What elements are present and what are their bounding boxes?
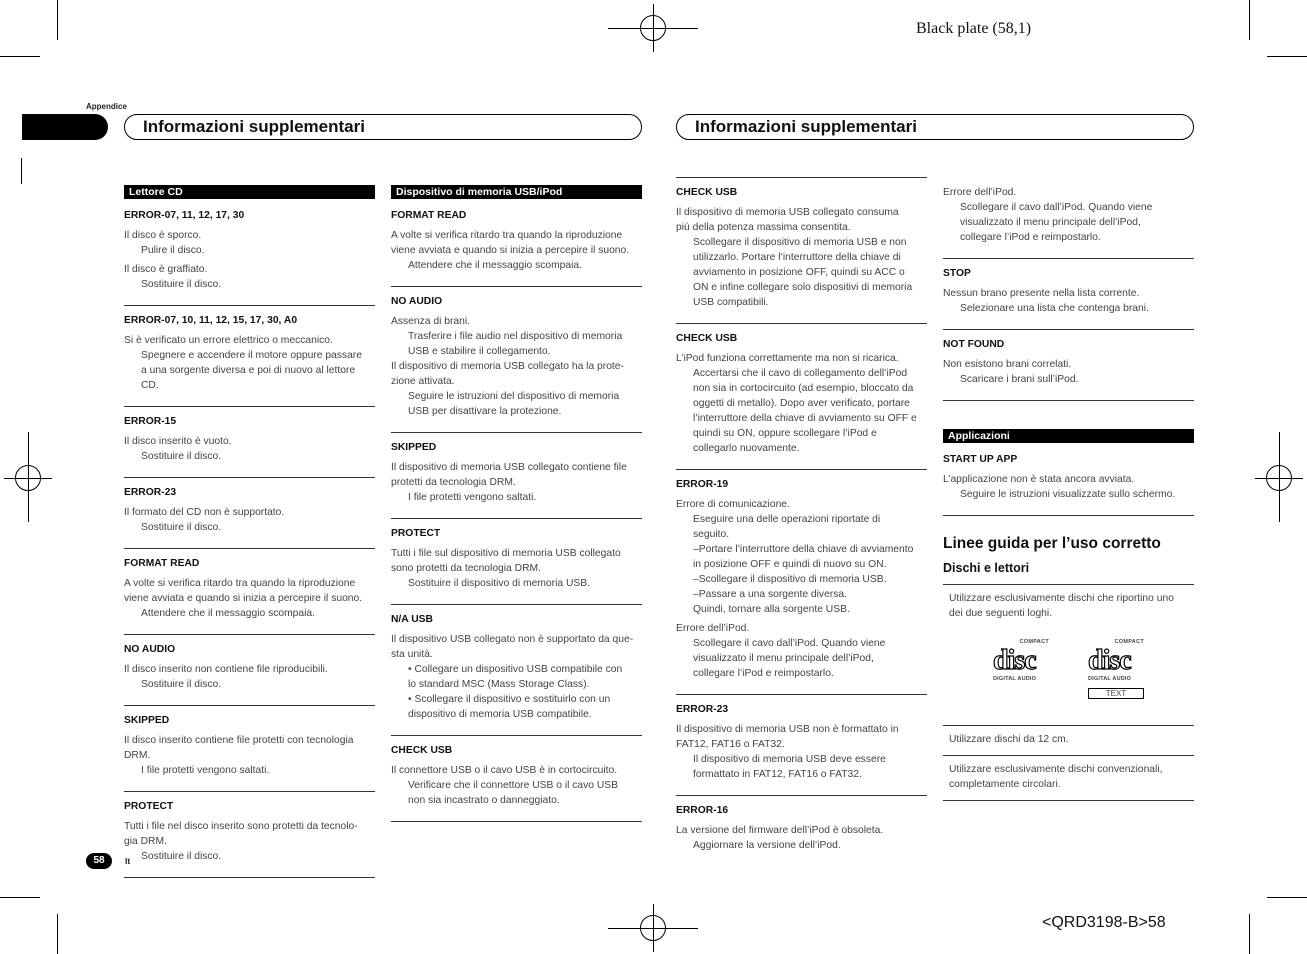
entry-text: Scaricare i brani sull’iPod. (960, 374, 1079, 385)
entry-text: Il disco inserito contiene file protetti con tecnologia (124, 735, 354, 746)
entry-text: Il disco inserito non contiene file riproducibili. (124, 664, 328, 675)
language-label: It (125, 856, 131, 866)
entry-text: collegarlo nuovamente. (693, 443, 800, 454)
entry-text: seguito. (693, 529, 730, 540)
error-entry (943, 183, 1194, 259)
error-entry (391, 736, 642, 822)
entry-text: l’interruttore della chiave di avviamento su OFF e (693, 413, 917, 424)
entry-text: Il dispositivo di memoria USB deve essere (693, 754, 886, 765)
entry-text: Il disco è sporco. (124, 230, 202, 241)
compact-disc-logo (993, 635, 1049, 687)
logo-text: DIGITAL AUDIO (1088, 676, 1132, 682)
entry-text: L’applicazione non è stata ancora avviata. (943, 474, 1135, 485)
entry-text: Aggiornare la versione dell’iPod. (693, 840, 841, 851)
crop-mark (1249, 914, 1250, 954)
registration-line (28, 432, 29, 522)
column-1 (124, 177, 375, 878)
error-entry (391, 605, 642, 736)
entry-text: Accertarsi che il cavo di collegamento dell’iPod (693, 368, 908, 379)
entry-text: DRM. (124, 750, 151, 761)
entry-text: formattato in FAT12, FAT16 o FAT32. (693, 769, 862, 780)
entry-title: CHECK USB (676, 187, 738, 198)
entry-text: Assenza di brani. (391, 316, 470, 327)
entry-text: protetti da tecnologia DRM. (391, 477, 516, 488)
error-entry (676, 470, 927, 695)
entry-text: Il disco è graffiato. (124, 264, 208, 275)
entry-text: Il formato del CD non è supportato. (124, 507, 285, 518)
crop-mark (1249, 0, 1250, 40)
entry-text: Si è verificato un errore elettrico o meccanico. (124, 335, 333, 346)
entry-text: Scollegare il dispositivo di memoria USB e non (693, 237, 907, 248)
entry-text: oggetti di metallo). Dopo aver verificato, portare (693, 398, 910, 409)
entry-text: Il connettore USB o il cavo USB è in cortocircuito. (391, 765, 618, 776)
entry-text: Errore di comunicazione. (676, 499, 790, 510)
error-entry (391, 206, 642, 287)
error-entry (391, 433, 642, 519)
compact-disc-text-logo (1088, 635, 1144, 699)
entry-title: NOT FOUND (943, 339, 1005, 350)
section-header-right: Informazioni supplementari (676, 114, 1194, 140)
entry-title: ERROR-15 (124, 416, 177, 427)
entry-text: Il disco inserito è vuoto. (124, 436, 232, 447)
sidebar-line (21, 158, 22, 184)
category-bar: Applicazioni (943, 429, 1194, 443)
crop-mark (0, 897, 40, 898)
entry-text: zione attivata. (391, 376, 455, 387)
entry-text: Tutti i file nel disco inserito sono protetti da tecnolo- (124, 821, 358, 832)
entry-text: Il dispositivo USB collegato non è supportato da que- (391, 634, 634, 645)
entry-text: Verificare che il connettore USB o il cavo USB (408, 780, 619, 791)
error-entry (943, 330, 1194, 401)
entry-title: PROTECT (124, 801, 174, 812)
entry-text: visualizzato il menu principale dell’iPod, (693, 653, 874, 664)
crop-mark (57, 914, 58, 954)
entry-text: FAT12, FAT16 o FAT32. (676, 739, 785, 750)
error-entry (676, 177, 927, 324)
entry-text: Eseguire una delle operazioni riportate di (693, 514, 881, 525)
entry-text: Sostituire il dispositivo di memoria USB. (408, 578, 590, 589)
entry-title: ERROR-07, 10, 11, 12, 15, 17, 30, A0 (124, 315, 298, 326)
entry-title: START UP APP (943, 454, 1018, 465)
entry-bullet: • Scollegare il dispositivo e sostituirlo con un (408, 694, 611, 705)
error-entry (124, 407, 375, 478)
entry-text: più della potenza massima consentita. (676, 222, 851, 233)
entry-text: in posizione OFF e quindi di nuovo su ON. (693, 559, 887, 570)
crop-mark (1267, 897, 1307, 898)
logo-text: TEXT (1088, 688, 1144, 699)
section-header-left: Informazioni supplementari (124, 114, 642, 140)
entry-text: Il dispositivo di memoria USB non è formattato in (676, 724, 899, 735)
entry-text: –Passare a una sorgente diversa. (693, 589, 847, 600)
note-text: Utilizzare esclusivamente dischi che riportino uno dei due seguenti loghi. (949, 593, 1174, 619)
error-entry (943, 259, 1194, 330)
logo-text: disc (993, 645, 1036, 676)
entry-text: L’iPod funziona correttamente ma non si ricarica. (676, 353, 899, 364)
logo-text: COMPACT (1019, 639, 1049, 645)
entry-text: Quindi, tornare alla sorgente USB. (693, 604, 850, 615)
entry-text: –Scollegare il dispositivo di memoria USB. (693, 574, 887, 585)
crop-mark (0, 56, 40, 57)
entry-text: ON e infine collegare solo dispositivi di memoria (693, 282, 913, 293)
entry-text: Selezionare una lista che contenga brani. (960, 303, 1149, 314)
entry-text: Pulire il disco. (141, 245, 205, 256)
column-3 (676, 177, 927, 853)
error-entry (676, 796, 927, 853)
entry-text: Il dispositivo di memoria USB collegato consuma (676, 207, 899, 218)
entry-text: Trasferire i file audio nel dispositivo di memoria (408, 331, 623, 342)
page-number: 58 (86, 853, 112, 869)
error-entry (676, 695, 927, 796)
entry-text: non sia incastrato o danneggiato. (408, 795, 560, 806)
crop-mark (57, 0, 58, 40)
entry-text: Errore dell’iPod. (676, 623, 750, 634)
logo-text: DIGITAL AUDIO (993, 676, 1037, 682)
entry-title: CHECK USB (676, 333, 738, 344)
category-bar: Lettore CD (124, 185, 375, 199)
entry-text: a una sorgente diversa e poi di nuovo al lettore (141, 365, 356, 376)
entry-bullet: • Collegare un dispositivo USB compatibile con (408, 664, 623, 675)
error-entry (676, 324, 927, 470)
registration-line (653, 904, 654, 952)
entry-title: NO AUDIO (391, 296, 443, 307)
guide-title: Linee guida per l’uso corretto (943, 535, 1161, 552)
entry-text: –Portare l’interruttore della chiave di avviamento (693, 544, 914, 555)
entry-text: utilizzarlo. Portare l’interruttore della chiave di (693, 252, 901, 263)
entry-text: collegare l’iPod e reimpostarlo. (693, 668, 834, 679)
entry-text: dispositivo di memoria USB compatibile. (408, 709, 592, 720)
entry-text: Il dispositivo di memoria USB collegato contiene file (391, 462, 627, 473)
entry-text: collegare l’iPod e reimpostarlo. (960, 232, 1101, 243)
entry-text: visualizzato il menu principale dell’iPod, (960, 217, 1141, 228)
appendice-label: Appendice (86, 102, 127, 111)
note-box (943, 755, 1194, 801)
entry-text: Il dispositivo di memoria USB collegato ha la prote- (391, 361, 624, 372)
error-entry (391, 287, 642, 433)
entry-title: NO AUDIO (124, 644, 176, 655)
registration-line (1279, 432, 1280, 522)
entry-text: gia DRM. (124, 836, 167, 847)
entry-title: ERROR-23 (676, 704, 729, 715)
error-entry (943, 450, 1194, 516)
entry-title: ERROR-07, 11, 12, 17, 30 (124, 210, 245, 221)
column-2 (391, 177, 642, 822)
entry-text: Sostituire il disco. (141, 522, 222, 533)
entry-title: ERROR-16 (676, 805, 729, 816)
entry-title: FORMAT READ (124, 558, 200, 569)
logo-text: COMPACT (1114, 639, 1144, 645)
entry-text: sta unità. (391, 649, 433, 660)
entry-text: Non esistono brani correlati. (943, 359, 1072, 370)
entry-title: ERROR-23 (124, 487, 177, 498)
entry-text: Sostituire il disco. (141, 279, 222, 290)
entry-title: ERROR-19 (676, 479, 729, 490)
error-entry (124, 706, 375, 792)
note-text: Utilizzare esclusivamente dischi convenzionali, completamente circolari. (949, 764, 1163, 790)
logo-text: disc (1088, 645, 1131, 676)
error-entry (124, 635, 375, 706)
entry-title: SKIPPED (124, 715, 170, 726)
entry-text: I file protetti vengono saltati. (141, 765, 270, 776)
entry-text: Attendere che il messaggio scompaia. (408, 260, 582, 271)
entry-text: Sostituire il disco. (141, 679, 222, 690)
registration-line (653, 4, 654, 52)
entry-title: CHECK USB (391, 745, 453, 756)
error-entry (124, 206, 375, 306)
entry-text: Seguire le istruzioni visualizzate sullo schermo. (960, 489, 1176, 500)
entry-text: avviamento in posizione OFF, quindi su ACC o (693, 267, 905, 278)
entry-text: Nessun brano presente nella lista corrente. (943, 288, 1140, 299)
note-text: Utilizzare dischi da 12 cm. (949, 734, 1069, 745)
entry-text: Sostituire il disco. (141, 451, 222, 462)
entry-text: quindi su ON, oppure scollegare l’iPod e (693, 428, 877, 439)
entry-title: SKIPPED (391, 442, 437, 453)
entry-text: viene avviata e quando si inizia a percepire il suono. (391, 245, 630, 256)
category-bar: Dispositivo di memoria USB/iPod (391, 185, 642, 199)
entry-text: sono protetti da tecnologia DRM. (391, 563, 541, 574)
column-4 (943, 183, 1194, 801)
error-entry (124, 306, 375, 407)
note-box (943, 584, 1194, 725)
error-entry (124, 549, 375, 635)
crop-mark (1267, 56, 1307, 57)
entry-text: I file protetti vengono saltati. (408, 492, 537, 503)
note-box (943, 725, 1194, 755)
error-entry (124, 478, 375, 549)
entry-text: A volte si verifica ritardo tra quando la riproduzione (124, 578, 356, 589)
entry-text: USB compatibili. (693, 297, 769, 308)
document-code: <QRD3198-B>58 (1042, 914, 1166, 931)
error-entry (124, 792, 375, 878)
entry-title: N/A USB (391, 614, 433, 625)
entry-text: CD. (141, 380, 159, 391)
entry-text: USB e stabilire il collegamento. (408, 346, 551, 357)
plate-label: Black plate (58,1) (916, 20, 1032, 37)
entry-text: Attendere che il messaggio scompaia. (141, 608, 315, 619)
entry-text: lo standard MSC (Mass Storage Class). (408, 679, 590, 690)
entry-text: viene avviata e quando si inizia a percepire il suono. (124, 593, 363, 604)
entry-text: non sia in cortocircuito (ad esempio, bloccato da (693, 383, 914, 394)
entry-text: Tutti i file sul dispositivo di memoria USB collegato (391, 548, 621, 559)
entry-title: STOP (943, 268, 971, 279)
section-tab (22, 114, 108, 140)
entry-text: Spegnere e accendere il motore oppure passare (141, 350, 362, 361)
entry-text: Scollegare il cavo dall’iPod. Quando viene (960, 202, 1153, 213)
disc-logos (949, 621, 1188, 717)
entry-text: La versione del firmware dell’iPod è obsoleta. (676, 825, 884, 836)
guide-subtitle: Dischi e lettori (943, 561, 1030, 575)
entry-title: FORMAT READ (391, 210, 467, 221)
entry-text: USB per disattivare la protezione. (408, 406, 562, 417)
entry-text: Errore dell’iPod. (943, 187, 1017, 198)
entry-text: A volte si verifica ritardo tra quando la riproduzione (391, 230, 623, 241)
entry-title: PROTECT (391, 528, 441, 539)
entry-text: Sostituire il disco. (141, 851, 222, 862)
error-entry (391, 519, 642, 605)
entry-text: Scollegare il cavo dall’iPod. Quando viene (693, 638, 886, 649)
entry-text: Seguire le istruzioni del dispositivo di memoria (408, 391, 620, 402)
